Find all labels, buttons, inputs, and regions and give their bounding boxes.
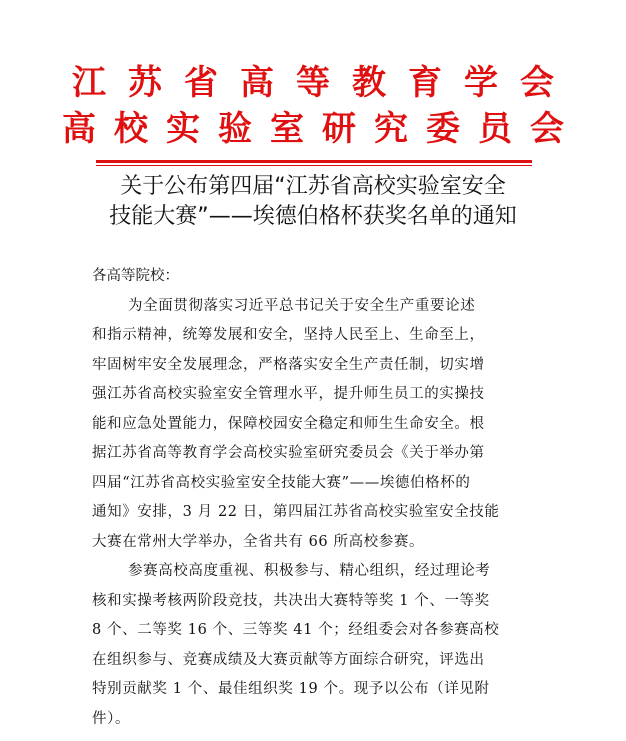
paragraph-2-line: 参赛高校高度重视、积极参与、精心组织，经过理论考 xyxy=(128,563,491,579)
organization-name-line-1: 江苏省高等教育学会 xyxy=(72,63,576,103)
notice-title-line-1: 关于公布第四届“江苏省高校实验室安全 xyxy=(120,174,506,199)
notice-title-line-2: 技能大赛”——埃德伯格杯获奖名单的通知 xyxy=(109,204,517,229)
organization-name-line-2: 高校实验室研究委员会 xyxy=(62,109,582,149)
paragraph-1-line: 强江苏省高校实验室安全管理水平，提升师生员工的实操技 xyxy=(92,386,485,402)
paragraph-2-line: 特别贡献奖 1 个、最佳组织奖 19 个。现予以公布（详见附 xyxy=(92,681,490,697)
paragraph-1-line: 据江苏省高等教育学会高校实验室研究委员会《关于举办第 xyxy=(92,445,485,461)
paragraph-1-line: 通知》安排，3 月 22 日，第四届江苏省高校实验室安全技能 xyxy=(92,504,500,520)
organization-header xyxy=(0,60,626,152)
header-divider-thin xyxy=(96,165,532,166)
notice-title xyxy=(60,172,566,232)
paragraph-2-line: 件）。 xyxy=(92,710,131,727)
paragraph-2-line: 核和实操考核两阶段竞技，共决出大赛特等奖 1 个、一等奖 xyxy=(92,592,490,609)
paragraph-1-line: 为全面贯彻落实习近平总书记关于安全生产重要论述 xyxy=(128,297,476,314)
notice-body xyxy=(92,262,540,734)
paragraph-1-line: 四届“江苏省高校实验室安全技能大赛”——埃德伯格杯的 xyxy=(92,474,471,491)
paragraph-1-line: 和指示精神，统筹发展和安全，坚持人民至上、生命至上， xyxy=(92,327,485,343)
header-divider-thick xyxy=(96,160,532,163)
paragraph-1 xyxy=(92,292,540,558)
paragraph-2 xyxy=(92,557,540,734)
paragraph-2-line: 在组织参与、竞赛成绩及大赛贡献等方面综合研究，评选出 xyxy=(92,651,485,668)
paragraph-1-line: 大赛在常州大学举办，全省共有 66 所高校参赛。 xyxy=(92,533,425,550)
paragraph-1-line: 牢固树牢安全发展理念，严格落实安全生产责任制，切实增 xyxy=(92,356,485,373)
paragraph-1-line: 能和应急处置能力，保障校园安全稳定和师生生命安全。根 xyxy=(92,415,485,432)
salutation: 各高等院校： xyxy=(92,268,179,284)
paragraph-2-line: 8 个、二等奖 16 个、三等奖 41 个；经组委会对各参赛高校 xyxy=(92,622,500,638)
